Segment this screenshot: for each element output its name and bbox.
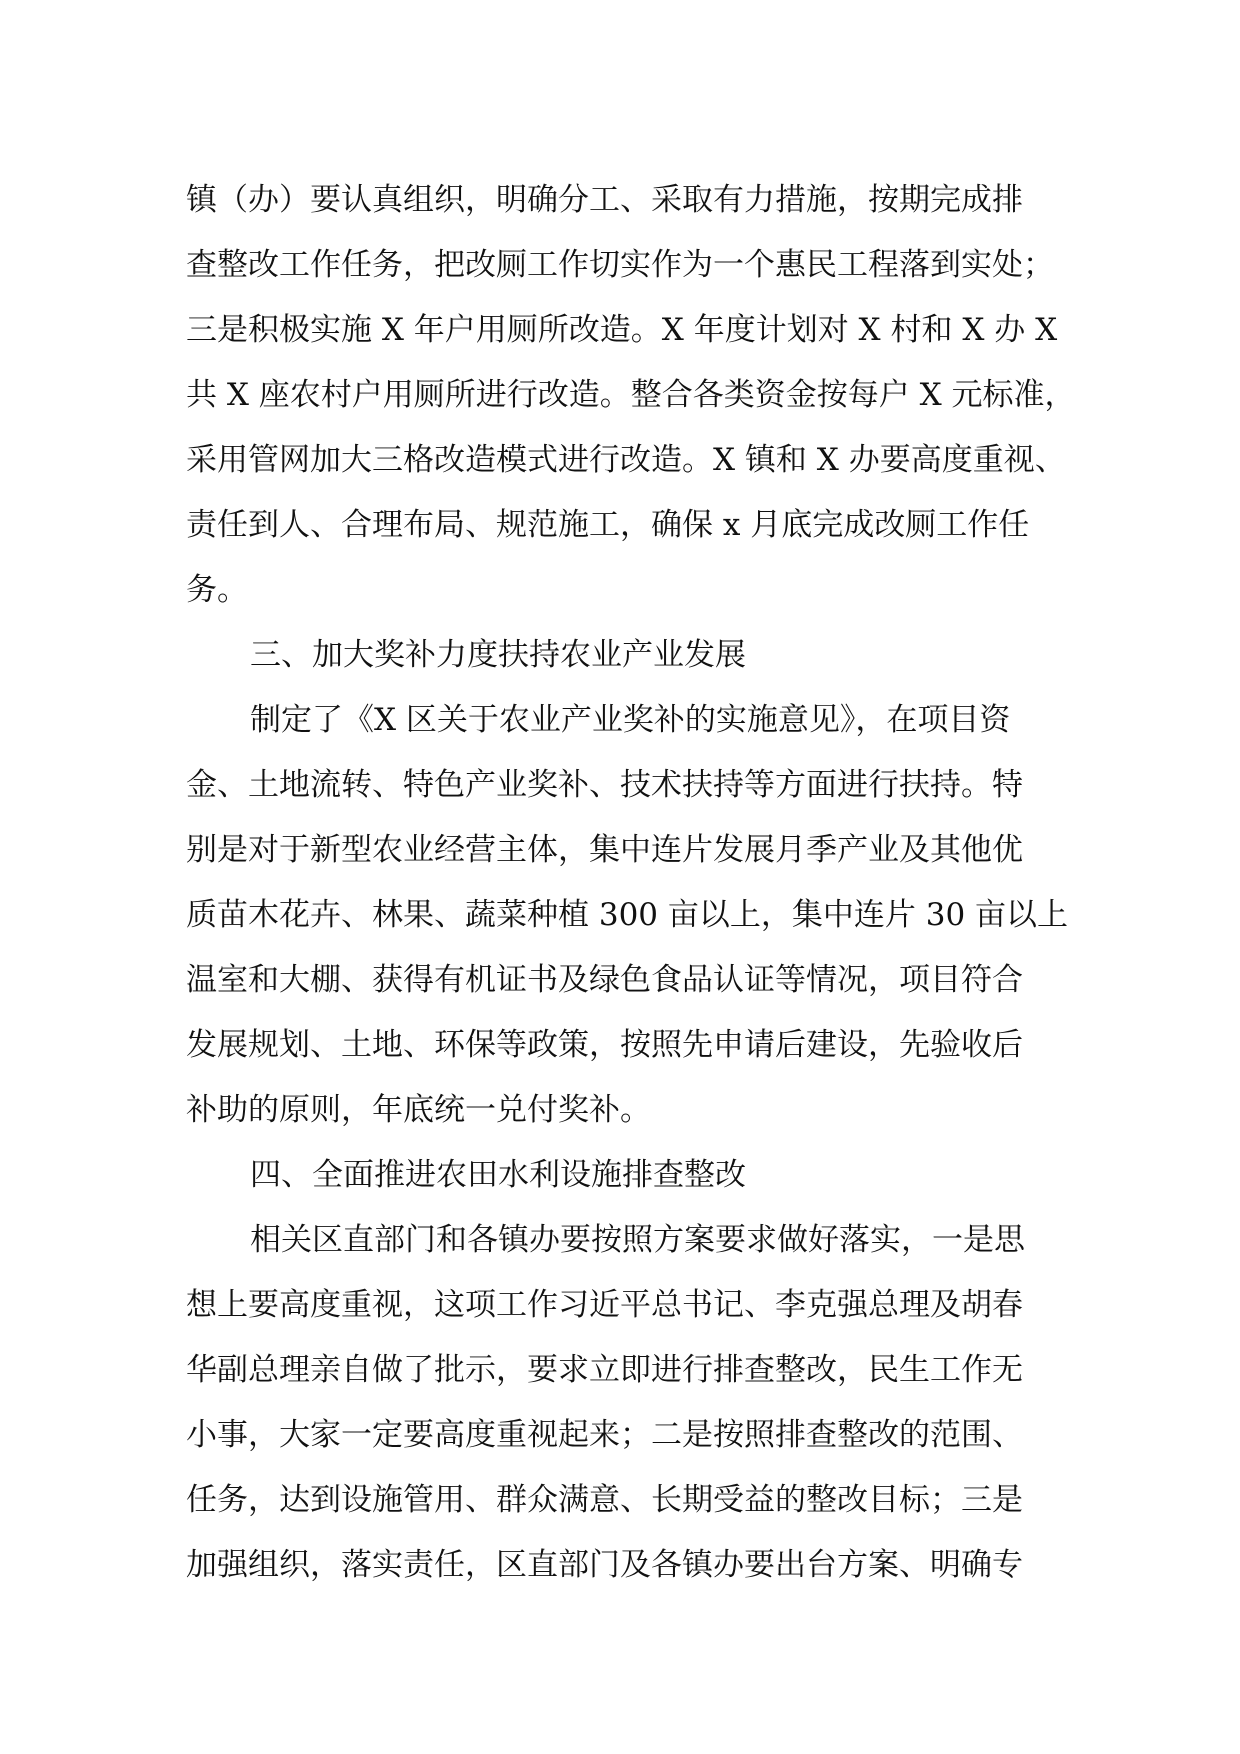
body-text [186, 168, 1086, 1598]
paragraph-line: 质苗木花卉、林果、蔬菜种植 300 亩以上，集中连片 30 亩以上 [186, 897, 1069, 933]
paragraph-line: 相关区直部门和各镇办要按照方案要求做好落实，一是思 [250, 1222, 1025, 1258]
paragraph-line: 金、土地流转、特色产业奖补、技术扶持等方面进行扶持。特 [186, 767, 1023, 803]
paragraph-line: 小事，大家一定要高度重视起来；二是按照排查整改的范围、 [186, 1417, 1023, 1453]
paragraph-line: 制定了《X 区关于农业产业奖补的实施意见》，在项目资 [250, 702, 1011, 738]
paragraph-line: 想上要高度重视，这项工作习近平总书记、李克强总理及胡春 [186, 1287, 1023, 1323]
paragraph-line: 查整改工作任务，把改厕工作切实作为一个惠民工程落到实处； [186, 247, 1054, 283]
paragraph-line: 华副总理亲自做了批示，要求立即进行排查整改，民生工作无 [186, 1352, 1023, 1388]
paragraph-line: 共 X 座农村户用厕所进行改造。整合各类资金按每户 X 元标准， [186, 377, 1076, 413]
section-heading: 三、加大奖补力度扶持农业产业发展 [250, 637, 746, 673]
paragraph-line: 务。 [186, 572, 248, 608]
paragraph-line: 发展规划、土地、环保等政策，按照先申请后建设，先验收后 [186, 1027, 1023, 1063]
paragraph-line: 别是对于新型农业经营主体，集中连片发展月季产业及其他优 [186, 832, 1023, 868]
paragraph-line: 任务，达到设施管用、群众满意、长期受益的整改目标；三是 [186, 1482, 1023, 1518]
paragraph-line: 责任到人、合理布局、规范施工，确保 x 月底完成改厕工作任 [186, 507, 1030, 543]
paragraph-line: 采用管网加大三格改造模式进行改造。X 镇和 X 办要高度重视、 [186, 442, 1066, 478]
paragraph-line: 温室和大棚、获得有机证书及绿色食品认证等情况，项目符合 [186, 962, 1023, 998]
paragraph-line: 补助的原则，年底统一兑付奖补。 [186, 1092, 651, 1128]
section-heading: 四、全面推进农田水利设施排查整改 [250, 1157, 746, 1193]
paragraph-line: 镇（办）要认真组织，明确分工、采取有力措施，按期完成排 [186, 182, 1023, 218]
paragraph-line: 三是积极实施 X 年户用厕所改造。X 年度计划对 X 村和 X 办 X [186, 312, 1058, 348]
paragraph-line: 加强组织，落实责任，区直部门及各镇办要出台方案、明确专 [186, 1547, 1023, 1583]
